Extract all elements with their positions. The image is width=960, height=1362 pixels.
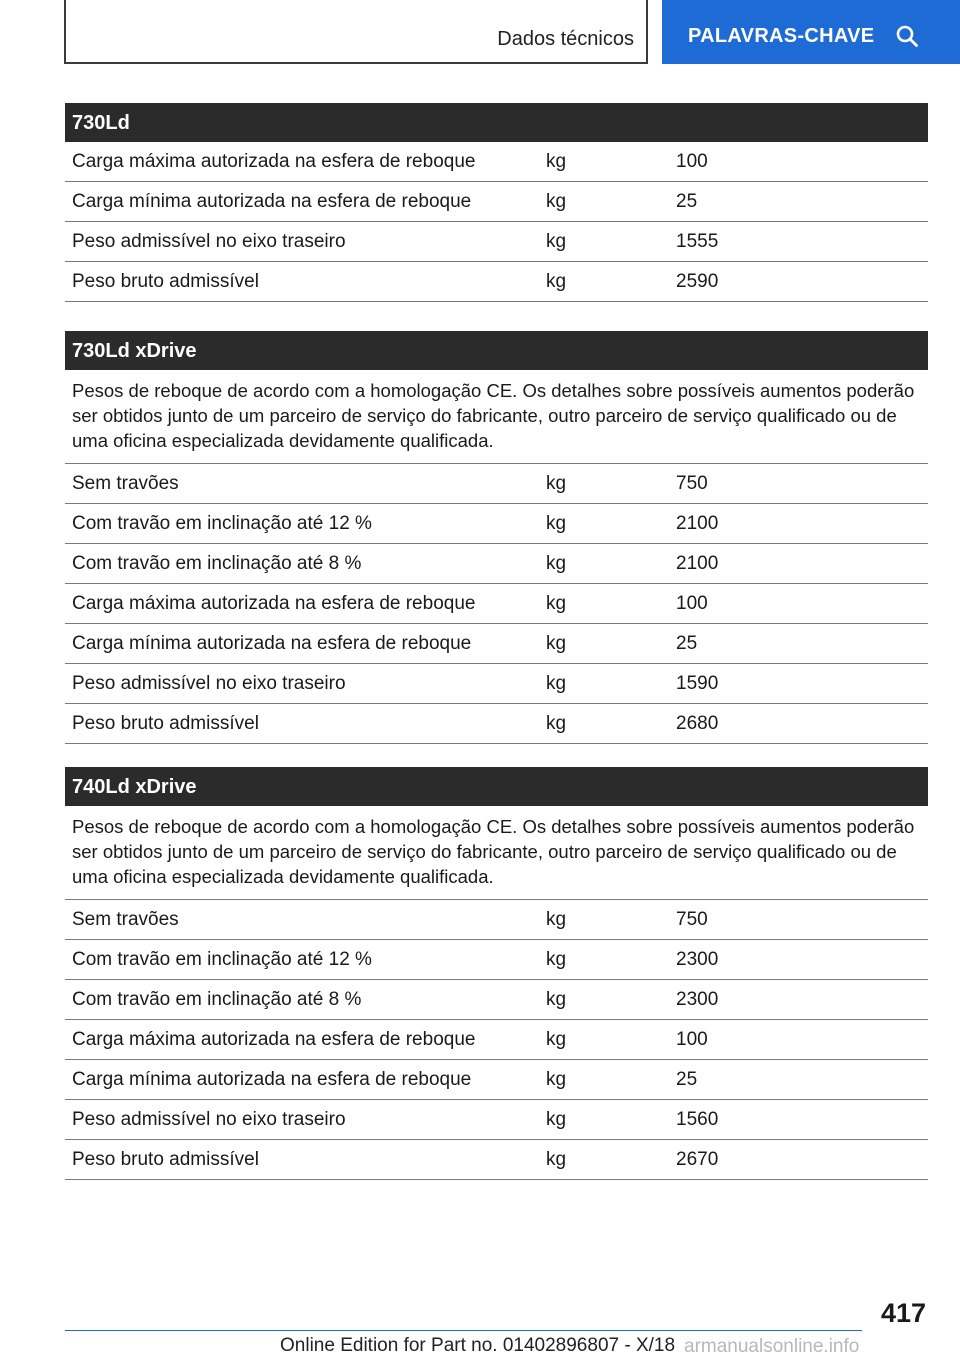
spec-section-730ld <box>65 103 928 302</box>
table-row <box>65 1060 928 1100</box>
page-number: 417 <box>880 1298 926 1328</box>
row-label: Com travão em inclinação até 8 % <box>72 989 362 1010</box>
row-unit: kg <box>546 673 567 694</box>
row-label: Carga máxima autorizada na esfera de reboque <box>72 151 476 172</box>
row-label: Peso admissível no eixo traseiro <box>72 231 346 252</box>
row-unit: kg <box>546 989 567 1010</box>
table-row <box>65 900 928 940</box>
row-value: 1590 <box>676 673 719 694</box>
row-unit: kg <box>546 513 567 534</box>
footer-divider <box>65 1330 862 1331</box>
section-description: Pesos de reboque de acordo com a homologação CE. Os detalhes sobre possíveis aumentos poderão ser obtidos junto de um parceiro de serviço do fabricante, outro parceiro de serviço qualificado ou de uma oficina especializada devidamente qualificada. <box>65 370 928 464</box>
section-title: 740Ld xDrive <box>65 767 928 806</box>
row-value: 25 <box>676 191 698 212</box>
row-label: Peso admissível no eixo traseiro <box>72 1109 346 1130</box>
keywords-button[interactable] <box>662 0 960 64</box>
keywords-label: PALAVRAS-CHAVE <box>688 24 875 47</box>
table-row <box>65 584 928 624</box>
row-unit: kg <box>546 1029 567 1050</box>
row-label: Peso bruto admissível <box>72 1149 259 1170</box>
row-label: Peso bruto admissível <box>72 271 259 292</box>
table-row <box>65 222 928 262</box>
row-unit: kg <box>546 553 567 574</box>
row-unit: kg <box>546 473 567 494</box>
row-label: Sem travões <box>72 473 179 494</box>
row-value: 750 <box>676 909 708 930</box>
section-title: 730Ld xDrive <box>65 331 928 370</box>
table-row <box>65 1140 928 1180</box>
row-value: 750 <box>676 473 708 494</box>
row-unit: kg <box>546 231 567 252</box>
edition-text: Online Edition for Part no. 01402896807 - X/18 <box>280 1335 676 1356</box>
spec-section-740ld-xdrive <box>65 767 928 1180</box>
spec-table <box>65 464 928 744</box>
page-title: Dados técnicos <box>497 28 634 50</box>
table-row <box>65 1020 928 1060</box>
row-unit: kg <box>546 1109 567 1130</box>
row-label: Com travão em inclinação até 12 % <box>72 513 372 534</box>
spec-section-730ld-xdrive <box>65 331 928 744</box>
spec-table <box>65 142 928 302</box>
row-unit: kg <box>546 151 567 172</box>
row-value: 2680 <box>676 713 719 734</box>
row-label: Carga máxima autorizada na esfera de reboque <box>72 593 476 614</box>
row-label: Carga mínima autorizada na esfera de reboque <box>72 1069 472 1090</box>
row-value: 2100 <box>676 513 719 534</box>
row-value: 1560 <box>676 1109 719 1130</box>
table-row <box>65 704 928 744</box>
row-value: 2300 <box>676 949 719 970</box>
page-header <box>64 0 648 64</box>
row-label: Sem travões <box>72 909 179 930</box>
row-value: 2100 <box>676 553 719 574</box>
row-label: Com travão em inclinação até 12 % <box>72 949 372 970</box>
row-label: Carga máxima autorizada na esfera de reboque <box>72 1029 476 1050</box>
row-unit: kg <box>546 593 567 614</box>
row-label: Peso bruto admissível <box>72 713 259 734</box>
row-unit: kg <box>546 1149 567 1170</box>
watermark-brand: armanualsonline.info <box>684 1336 860 1357</box>
row-label: Carga mínima autorizada na esfera de reboque <box>72 191 472 212</box>
row-value: 100 <box>676 593 708 614</box>
section-description: Pesos de reboque de acordo com a homologação CE. Os detalhes sobre possíveis aumentos poderão ser obtidos junto de um parceiro de serviço do fabricante, outro parceiro de serviço qualificado ou de uma oficina especializada devidamente qualificada. <box>65 806 928 900</box>
table-row <box>65 504 928 544</box>
table-row <box>65 464 928 504</box>
table-row <box>65 940 928 980</box>
row-unit: kg <box>546 191 567 212</box>
row-value: 2300 <box>676 989 719 1010</box>
row-value: 100 <box>676 1029 708 1050</box>
row-value: 100 <box>676 151 708 172</box>
table-row <box>65 980 928 1020</box>
spec-table <box>65 900 928 1180</box>
table-row <box>65 664 928 704</box>
table-row <box>65 544 928 584</box>
table-row <box>65 142 928 182</box>
row-label: Com travão em inclinação até 8 % <box>72 553 362 574</box>
table-row <box>65 624 928 664</box>
row-label: Carga mínima autorizada na esfera de reboque <box>72 633 472 654</box>
row-unit: kg <box>546 909 567 930</box>
row-value: 25 <box>676 1069 698 1090</box>
section-title: 730Ld <box>65 103 928 142</box>
row-value: 2670 <box>676 1149 719 1170</box>
row-label: Peso admissível no eixo traseiro <box>72 673 346 694</box>
table-row <box>65 262 928 302</box>
row-unit: kg <box>546 271 567 292</box>
row-unit: kg <box>546 949 567 970</box>
search-icon <box>896 25 918 47</box>
row-value: 2590 <box>676 271 719 292</box>
row-value: 25 <box>676 633 698 654</box>
row-unit: kg <box>546 633 567 654</box>
table-row <box>65 1100 928 1140</box>
row-unit: kg <box>546 1069 567 1090</box>
row-value: 1555 <box>676 231 719 252</box>
row-unit: kg <box>546 713 567 734</box>
table-row <box>65 182 928 222</box>
